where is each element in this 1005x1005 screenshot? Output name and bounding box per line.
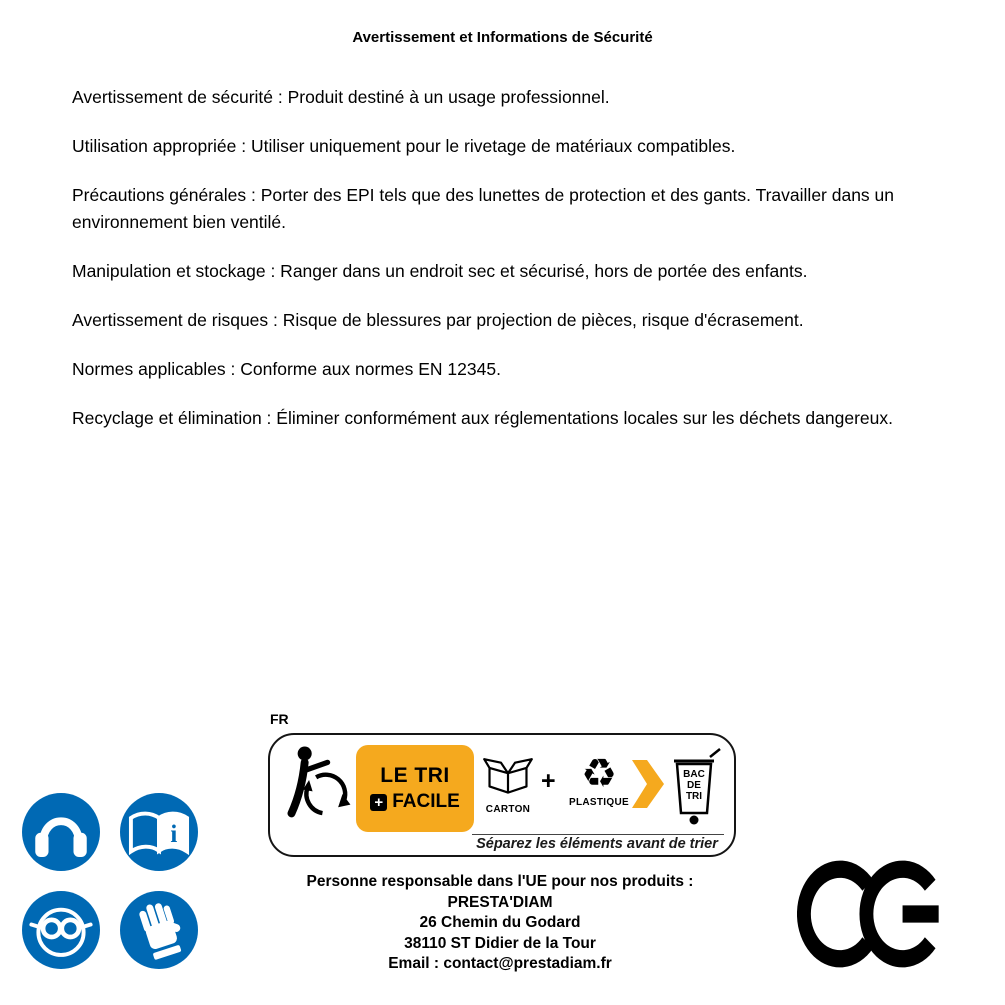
divider-line	[472, 834, 724, 835]
email-line: Email : contact@prestadiam.fr	[388, 955, 612, 972]
safety-goggles-icon	[22, 891, 100, 969]
triman-sorting-info-box	[268, 733, 736, 857]
country-code-label: FR	[270, 711, 289, 727]
hand-protection-icon	[120, 891, 198, 969]
street-line: 26 Chemin du Godard	[419, 914, 581, 931]
plus-separator: +	[541, 767, 556, 795]
facile-label: FACILE	[392, 791, 460, 812]
safety-paragraph: Utilisation appropriée : Utiliser uniquement pour le rivetage de matériaux compatibles.	[72, 136, 736, 156]
ce-mark-icon	[797, 858, 947, 970]
ear-protection-icon	[22, 793, 100, 871]
safety-paragraph: Normes applicables : Conforme aux normes EN 12345.	[72, 359, 501, 379]
sorting-tagline: Séparez les éléments avant de trier	[476, 836, 718, 852]
safety-paragraph: Avertissement de risques : Risque de blessures par projection de pièces, risque d'écrasement.	[72, 310, 804, 330]
sorting-bin	[666, 745, 722, 831]
material-plastique	[564, 753, 634, 808]
eu-responsible-address	[250, 872, 750, 975]
safety-paragraph: Précautions générales : Porter des EPI tels que des lunettes de protection et des gants. Travailler dans un environnement bien ventilé.	[72, 185, 895, 232]
headphones-icon	[22, 793, 100, 871]
protective-glove-icon	[120, 891, 198, 969]
plus-icon: +	[370, 794, 387, 811]
le-tri-facile-badge	[356, 745, 474, 832]
safety-paragraph: Recyclage et élimination : Éliminer conformément aux réglementations locales sur les déchets dangereux.	[72, 408, 893, 428]
tri-label: LE TRI	[380, 764, 450, 787]
safety-paragraph: Manipulation et stockage : Ranger dans un endroit sec et sécurisé, hors de portée des enfants.	[72, 261, 808, 281]
material-carton	[476, 753, 540, 815]
page-title: Avertissement et Informations de Sécurité	[352, 29, 653, 46]
plastique-label: PLASTIQUE	[569, 797, 629, 808]
cardboard-box-icon	[479, 753, 537, 797]
address-intro: Personne responsable dans l'UE pour nos produits :	[306, 873, 694, 890]
open-book-icon	[120, 793, 198, 871]
bin-label: BAC DE TRI	[683, 769, 705, 802]
svg-text:i: i	[170, 821, 178, 849]
yellow-chevron-icon	[632, 757, 664, 811]
safety-text-block	[72, 84, 948, 454]
company-name: PRESTA'DIAM	[447, 893, 553, 911]
eye-protection-icon	[22, 891, 100, 969]
recycle-icon: ♻	[581, 752, 617, 796]
city-line: 38110 ST Didier de la Tour	[404, 934, 596, 952]
triman-figure-icon	[280, 743, 354, 831]
ppe-pictogram-grid	[22, 793, 198, 969]
safety-paragraph: Avertissement de sécurité : Produit destiné à un usage professionnel.	[72, 87, 610, 107]
read-manual-icon	[120, 793, 198, 871]
carton-label: CARTON	[485, 804, 531, 815]
